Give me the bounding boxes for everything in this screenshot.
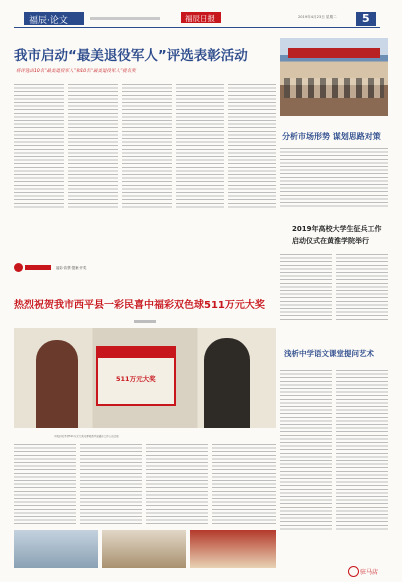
page-number-box bbox=[356, 12, 376, 26]
winner-photo-caption: 中奖彩民手持511万元大奖支票和西平县福彩工作人员合影 bbox=[54, 435, 119, 438]
page-header bbox=[0, 0, 402, 28]
lottery-byline bbox=[134, 320, 156, 323]
lottery-body-col4 bbox=[212, 444, 276, 524]
header-date: 2019年4月23日 星期二 bbox=[298, 15, 337, 19]
lottery-logo-bar bbox=[25, 265, 51, 270]
lottery-title: 热烈祝贺我市西平县一彩民喜中福彩双色球511万元大奖 bbox=[14, 300, 265, 311]
lottery-logo bbox=[14, 262, 52, 274]
masthead-logo bbox=[181, 12, 221, 23]
section-title: 福辰·论文 bbox=[29, 16, 68, 26]
lottery-body-col2 bbox=[80, 444, 142, 524]
cheque-board bbox=[96, 346, 176, 406]
lottery-section-label: 福彩·彩票·提案·开奖 bbox=[56, 266, 87, 270]
meeting-people bbox=[284, 78, 384, 98]
header-rule bbox=[14, 27, 380, 28]
bottom-photo-2 bbox=[102, 530, 186, 568]
lead-body-col2 bbox=[68, 84, 118, 210]
seal-icon bbox=[348, 566, 359, 577]
meeting-photo bbox=[280, 38, 388, 116]
page-number: 5 bbox=[362, 12, 370, 25]
headline-recruit-l1: 2019年高校大学生征兵工作 bbox=[292, 225, 382, 233]
header-meta-left bbox=[90, 17, 160, 20]
bottom-photo-1 bbox=[14, 530, 98, 568]
lead-title: 我市启动“最美退役军人”评选表彰活动 bbox=[14, 48, 248, 64]
person-left bbox=[36, 340, 78, 428]
chinese-body-right bbox=[336, 370, 388, 530]
masthead-text: 福辰日报 bbox=[185, 14, 215, 23]
person-right bbox=[204, 338, 250, 428]
right-column bbox=[280, 30, 390, 570]
section-banner bbox=[24, 12, 84, 25]
cheque-header bbox=[98, 348, 174, 358]
footer-brand-text: 驻马店 bbox=[360, 569, 379, 576]
footer-brand bbox=[348, 566, 382, 576]
market-body bbox=[280, 148, 388, 208]
lead-body-col1 bbox=[14, 84, 64, 210]
cheque-amount: 511万元大奖 bbox=[116, 375, 156, 383]
bottom-photo-3 bbox=[190, 530, 276, 568]
chinese-body-left bbox=[280, 370, 332, 530]
lead-subtitle: 将评选出10名“最美退役军人”和10名“最美退役军人”提名奖 bbox=[16, 69, 136, 74]
lottery-body-col1 bbox=[14, 444, 76, 524]
recruit-body-right bbox=[336, 254, 388, 322]
headline-recruit-l2: 启动仪式在黄淮学院举行 bbox=[292, 237, 369, 245]
lottery-body-col3 bbox=[146, 444, 208, 524]
headline-market: 分析市场形势 谋划思路对策 bbox=[282, 132, 381, 141]
recruit-body-left bbox=[280, 254, 332, 322]
lead-body-col3 bbox=[122, 84, 172, 210]
lead-body-col4 bbox=[176, 84, 224, 210]
headline-chinese: 浅析中学语文课堂提问艺术 bbox=[284, 349, 374, 358]
lead-body-col5 bbox=[228, 84, 276, 210]
lead-article bbox=[14, 30, 276, 230]
winner-photo bbox=[14, 328, 276, 428]
welfare-lottery-logo-icon bbox=[14, 263, 23, 272]
meeting-banner bbox=[288, 48, 380, 58]
lottery-feature bbox=[14, 262, 276, 572]
